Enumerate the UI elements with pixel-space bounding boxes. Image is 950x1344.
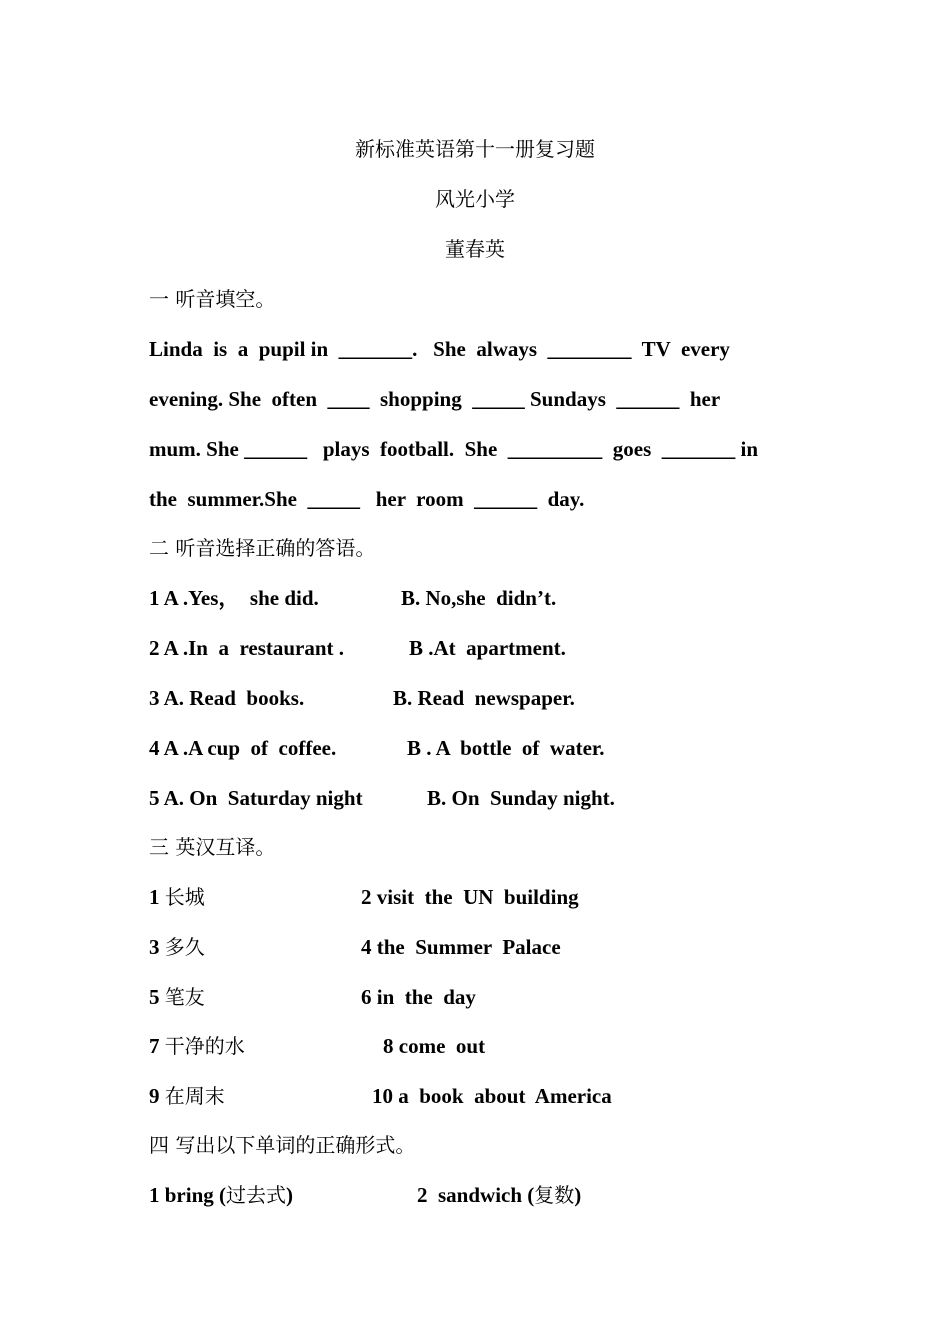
choice-2-option-b: B .At apartment.	[409, 636, 566, 660]
item-word: 2 sandwich (	[417, 1183, 535, 1207]
item-text: 笔友	[164, 985, 205, 1009]
document-title: 新标准英语第十一册复习题	[355, 137, 595, 161]
item-close: )	[574, 1183, 582, 1207]
item-number: 3	[149, 935, 160, 959]
choice-3-option-a: 3 A. Read books.	[149, 686, 305, 710]
choice-3-option-b: B. Read newspaper.	[393, 686, 575, 710]
item-close: )	[286, 1183, 294, 1207]
item-number: 1	[149, 885, 160, 909]
item-text: 干净的水	[164, 1034, 245, 1058]
choice-2-option-a: 2 A .In a restaurant .	[149, 636, 345, 660]
item-number: 5	[149, 985, 160, 1009]
translate-item-5	[149, 984, 205, 1010]
translate-item-6: 6 in the day	[361, 985, 476, 1009]
fill-blank-line-2: evening. She often ____ shopping _____ Sundays ______ her	[149, 387, 721, 411]
item-hint: 复数	[534, 1183, 575, 1207]
choice-4-option-a: 4 A .A cup of coffee.	[149, 736, 337, 760]
translate-item-2: 2 visit the UN building	[361, 885, 579, 909]
section-1-heading: 一 听音填空。	[149, 287, 276, 311]
choice-4-option-b: B . A bottle of water.	[407, 736, 605, 760]
item-word: 1 bring (	[149, 1183, 227, 1207]
word-form-item-1	[149, 1182, 293, 1208]
item-hint: 过去式	[226, 1183, 287, 1207]
school-name: 风光小学	[435, 187, 515, 211]
choice-5-option-a: 5 A. On Saturday night	[149, 786, 363, 810]
choice-1-option-b: B. No,she didn’t.	[401, 586, 557, 610]
section-4-heading: 四 写出以下单词的正确形式。	[149, 1133, 416, 1157]
choice-1-option-a: 1 A .Yes， she did.	[149, 586, 319, 610]
fill-blank-line-1: Linda is a pupil in _______. She always ________ TV every	[149, 337, 730, 361]
choice-5-option-b: B. On Sunday night.	[427, 786, 615, 810]
item-number: 7	[149, 1034, 160, 1058]
section-2-heading: 二 听音选择正确的答语。	[149, 536, 376, 560]
item-number: 9	[149, 1084, 160, 1108]
fill-blank-line-4: the summer.She _____ her room ______ day.	[149, 487, 585, 511]
translate-item-10: 10 a book about America	[372, 1084, 612, 1108]
translate-item-8: 8 come out	[383, 1034, 486, 1058]
section-3-heading: 三 英汉互译。	[149, 835, 276, 859]
author-name: 董春英	[445, 237, 505, 261]
translate-item-9	[149, 1083, 225, 1109]
item-text: 长城	[164, 885, 205, 909]
word-form-item-2	[417, 1182, 581, 1208]
translate-item-3	[149, 934, 205, 960]
translate-item-7	[149, 1033, 245, 1059]
translate-item-1	[149, 884, 205, 910]
fill-blank-line-3: mum. She ______ plays football. She _________ goes _______ in	[149, 437, 759, 461]
item-text: 在周末	[164, 1084, 225, 1108]
item-text: 多久	[164, 935, 205, 959]
translate-item-4: 4 the Summer Palace	[361, 935, 561, 959]
